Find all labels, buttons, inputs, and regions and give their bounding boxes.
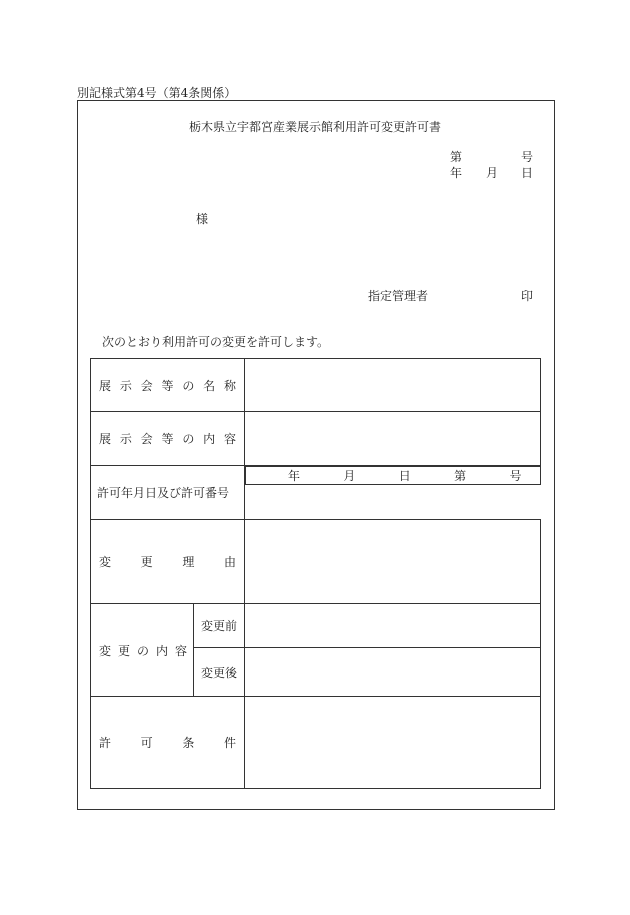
addressee-honorific: 様 xyxy=(196,212,209,226)
permission-statement: 次のとおり利用許可の変更を許可します。 xyxy=(102,335,330,349)
label-change-reason: 変 更 理 由 xyxy=(91,520,245,604)
label-permit-date-number: 許可年月日及び許可番号 xyxy=(91,466,245,520)
value-conditions[interactable] xyxy=(245,697,541,789)
label-exhibition-name: 展 示 会 等 の 名 称 xyxy=(91,359,245,412)
document-title: 栃木県立宇都宮産業展示館利用許可変更許可書 xyxy=(188,120,441,134)
form-number: 別記様式第4号（第4条関係） xyxy=(77,86,237,100)
label-conditions: 許 可 条 件 xyxy=(91,697,245,789)
number-suffix: 号 xyxy=(521,150,534,164)
value-after[interactable] xyxy=(245,648,541,697)
label-before: 変更前 xyxy=(194,604,245,648)
label-exhibition-content: 展 示 会 等 の 内 容 xyxy=(91,412,245,466)
date-day: 日 xyxy=(521,166,534,180)
row-permit-date-number xyxy=(91,466,541,520)
value-exhibition-name[interactable] xyxy=(245,359,541,412)
value-exhibition-content[interactable] xyxy=(245,412,541,466)
row-change-reason xyxy=(91,520,541,604)
seal-mark: 印 xyxy=(521,289,534,303)
label-after: 変更後 xyxy=(194,648,245,697)
label-change-content: 変 更 の 内 容 xyxy=(91,604,194,697)
date-year: 年 xyxy=(450,166,463,180)
issuer-label: 指定管理者 xyxy=(368,289,429,303)
date-month: 月 xyxy=(486,166,499,180)
row-conditions xyxy=(91,697,541,789)
value-change-reason[interactable] xyxy=(245,520,541,604)
value-permit-date-number[interactable]: 年 月 日 第 号 xyxy=(245,466,541,485)
row-exhibition-content xyxy=(91,412,541,466)
value-before[interactable] xyxy=(245,604,541,648)
permit-details-table xyxy=(90,358,541,789)
row-change-before xyxy=(91,604,541,648)
row-exhibition-name xyxy=(91,359,541,412)
number-prefix: 第 xyxy=(450,150,463,164)
